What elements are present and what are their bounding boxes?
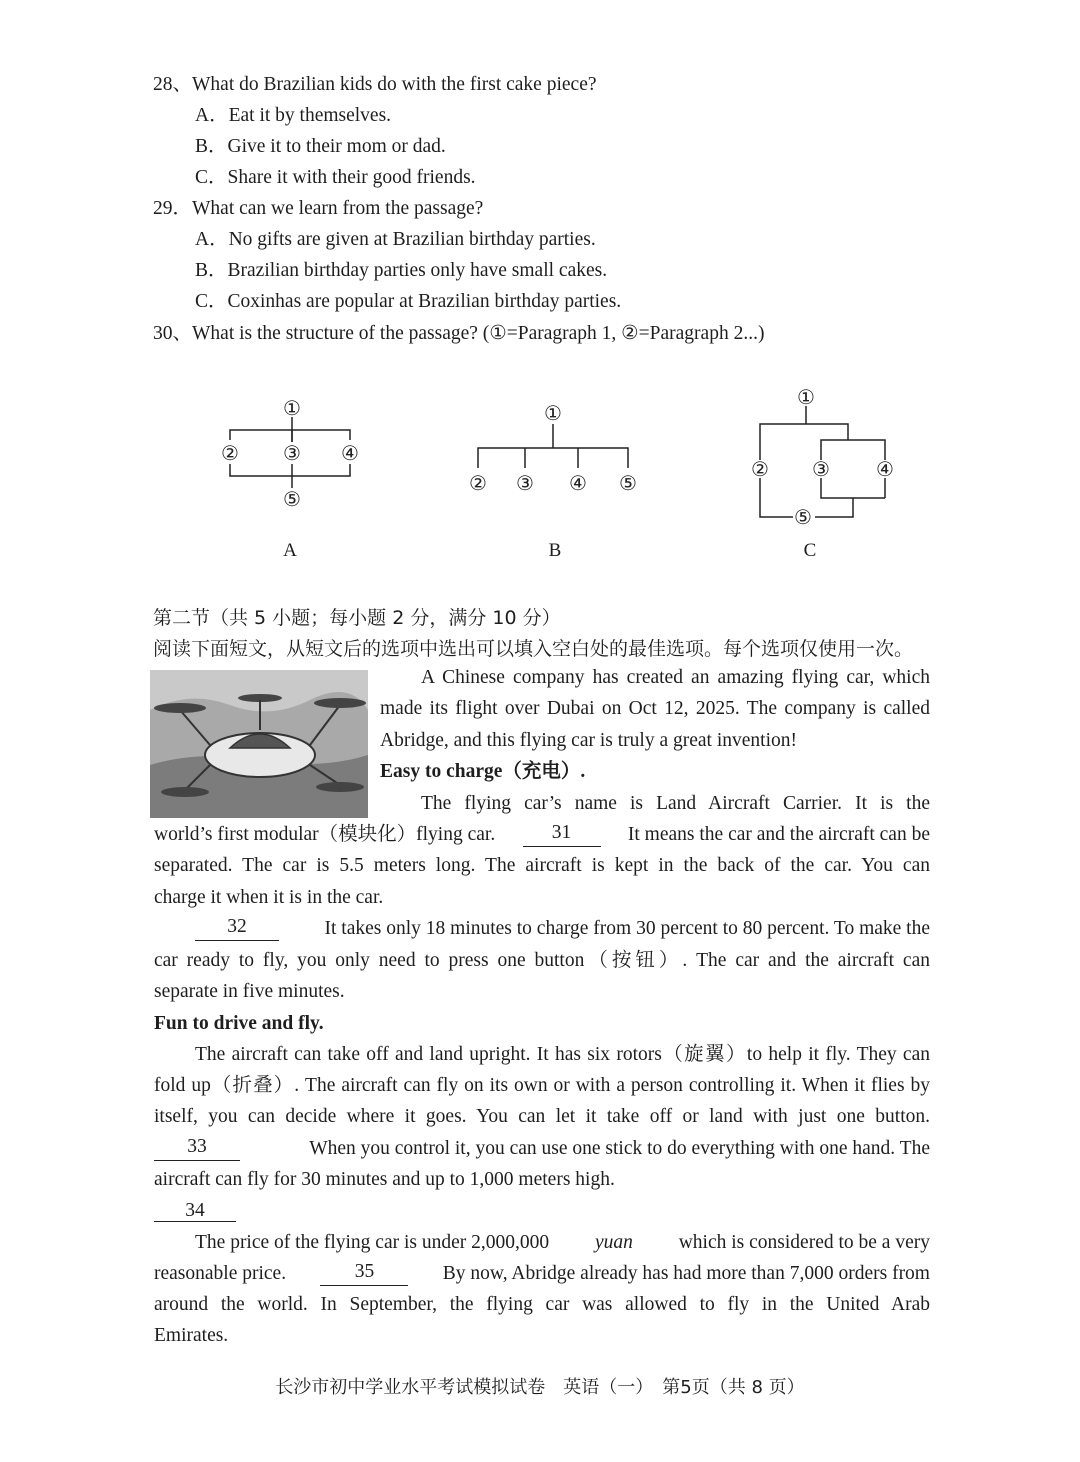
- section-instruction: 阅读下面短文，从短文后的选项中选出可以填入空白处的最佳选项。每个选项仅使用一次。: [153, 638, 914, 660]
- section-header: 第二节（共 5 小题；每小题 2 分，满分 10 分）: [153, 607, 561, 629]
- passage-line-8: 32 It takes only 18 minutes to charge from 30 percent to 80 percent. To make the: [195, 917, 930, 941]
- passage-line-19: around the world. In September, the flying car was allowed to fly in the United Arab: [154, 1294, 930, 1315]
- diagram-a-label-4: ④: [341, 441, 359, 465]
- blank-33[interactable]: 33: [154, 1137, 240, 1161]
- diagram-b-label-3: ③: [516, 471, 534, 495]
- passage-line-12: fold up（折叠）. The aircraft can fly on its own or with a person controlling it. When it flies by: [154, 1075, 930, 1096]
- diagram-a-label-3: ③: [283, 441, 301, 465]
- passage-line-5: world’s first modular（模块化）flying car. 31 It means the car and the aircraft can be: [154, 822, 930, 845]
- diagram-b-caption: B: [548, 540, 562, 561]
- passage-line-18: reasonable price. 35 By now, Abridge already has had more than 7,000 orders from: [154, 1261, 930, 1284]
- page-footer: 长沙市初中学业水平考试模拟试卷 英语（一） 第5页（共 8 页）: [275, 1377, 805, 1398]
- structure-diagram-b[interactable]: [460, 380, 650, 520]
- diagram-b-label-5: ⑤: [619, 471, 637, 495]
- diagram-a-label-1: ①: [283, 396, 301, 420]
- structure-diagram-a[interactable]: [215, 380, 375, 520]
- option-29-c[interactable]: C．Coxinhas are popular at Brazilian birthday parties.: [195, 291, 622, 312]
- passage-line-11: The aircraft can take off and land upright. It has six rotors（旋翼）to help it fly. They can: [195, 1044, 930, 1065]
- blank-32[interactable]: 32: [195, 917, 279, 941]
- passage-line-1: A Chinese company has created an amazing flying car, which: [421, 667, 930, 688]
- option-28-b[interactable]: B．Give it to their mom or dad.: [195, 136, 446, 157]
- diagram-c-label-1: ①: [797, 385, 815, 409]
- diagram-c-caption: C: [803, 540, 817, 561]
- subheading-easy-to-charge: Easy to charge（充电）.: [380, 761, 586, 782]
- passage-line-13: itself, you can decide where it goes. You can let it take off or land with just one button.: [154, 1106, 930, 1127]
- diagram-c-label-4: ④: [876, 457, 894, 481]
- diagram-c-label-3: ③: [812, 457, 830, 481]
- question-30: 30、What is the structure of the passage? (①=Paragraph 1, ②=Paragraph 2...): [153, 323, 765, 344]
- option-28-a[interactable]: A．Eat it by themselves.: [195, 105, 392, 126]
- diagram-b-label-4: ④: [569, 471, 587, 495]
- blank-31[interactable]: 31: [523, 823, 601, 847]
- passage-line-2: made its flight over Dubai on Oct 12, 2025. The company is called: [380, 698, 930, 719]
- blank-34[interactable]: 34: [154, 1201, 236, 1222]
- diagram-b-label-1: ①: [544, 401, 562, 425]
- passage-line-20: Emirates.: [154, 1325, 229, 1346]
- passage-line-10: separate in five minutes.: [154, 981, 345, 1002]
- passage-line-15: aircraft can fly for 30 minutes and up to 1,000 meters high.: [154, 1169, 615, 1190]
- option-29-a[interactable]: A．No gifts are given at Brazilian birthday parties.: [195, 229, 596, 250]
- question-28: 28、What do Brazilian kids do with the first cake piece?: [153, 74, 597, 95]
- passage-line-17: The price of the flying car is under 2,000,000 yuan which is considered to be a very: [195, 1232, 930, 1253]
- passage-line-6: separated. The car is 5.5 meters long. The aircraft is kept in the back of the car. You can: [154, 855, 930, 876]
- structure-diagram-c[interactable]: [745, 380, 905, 530]
- diagram-a-label-5: ⑤: [283, 487, 301, 511]
- subheading-fun-to-drive: Fun to drive and fly.: [154, 1013, 324, 1034]
- option-29-b[interactable]: B．Brazilian birthday parties only have small cakes.: [195, 260, 608, 281]
- passage-line-16: [154, 1199, 236, 1223]
- diagram-b-label-2: ②: [469, 471, 487, 495]
- passage-line-7: charge it when it is in the car.: [154, 887, 384, 908]
- passage-line-9: car ready to fly, you only need to press one button（按钮）. The car and the aircraft can: [154, 950, 930, 971]
- diagram-c-label-2: ②: [751, 457, 769, 481]
- diagram-c-label-5: ⑤: [794, 505, 812, 529]
- passage-line-3: Abridge, and this flying car is truly a great invention!: [380, 730, 797, 751]
- passage-line-14: 33 When you control it, you can use one stick to do everything with one hand. The: [154, 1137, 930, 1161]
- question-29: 29．What can we learn from the passage?: [153, 198, 484, 219]
- passage-line-4: The flying car’s name is Land Aircraft Carrier. It is the: [421, 793, 930, 814]
- option-28-c[interactable]: C．Share it with their good friends.: [195, 167, 476, 188]
- diagram-a-caption: A: [283, 540, 297, 561]
- flying-car-photo: [150, 670, 368, 818]
- blank-35[interactable]: 35: [320, 1262, 408, 1286]
- diagram-a-label-2: ②: [221, 441, 239, 465]
